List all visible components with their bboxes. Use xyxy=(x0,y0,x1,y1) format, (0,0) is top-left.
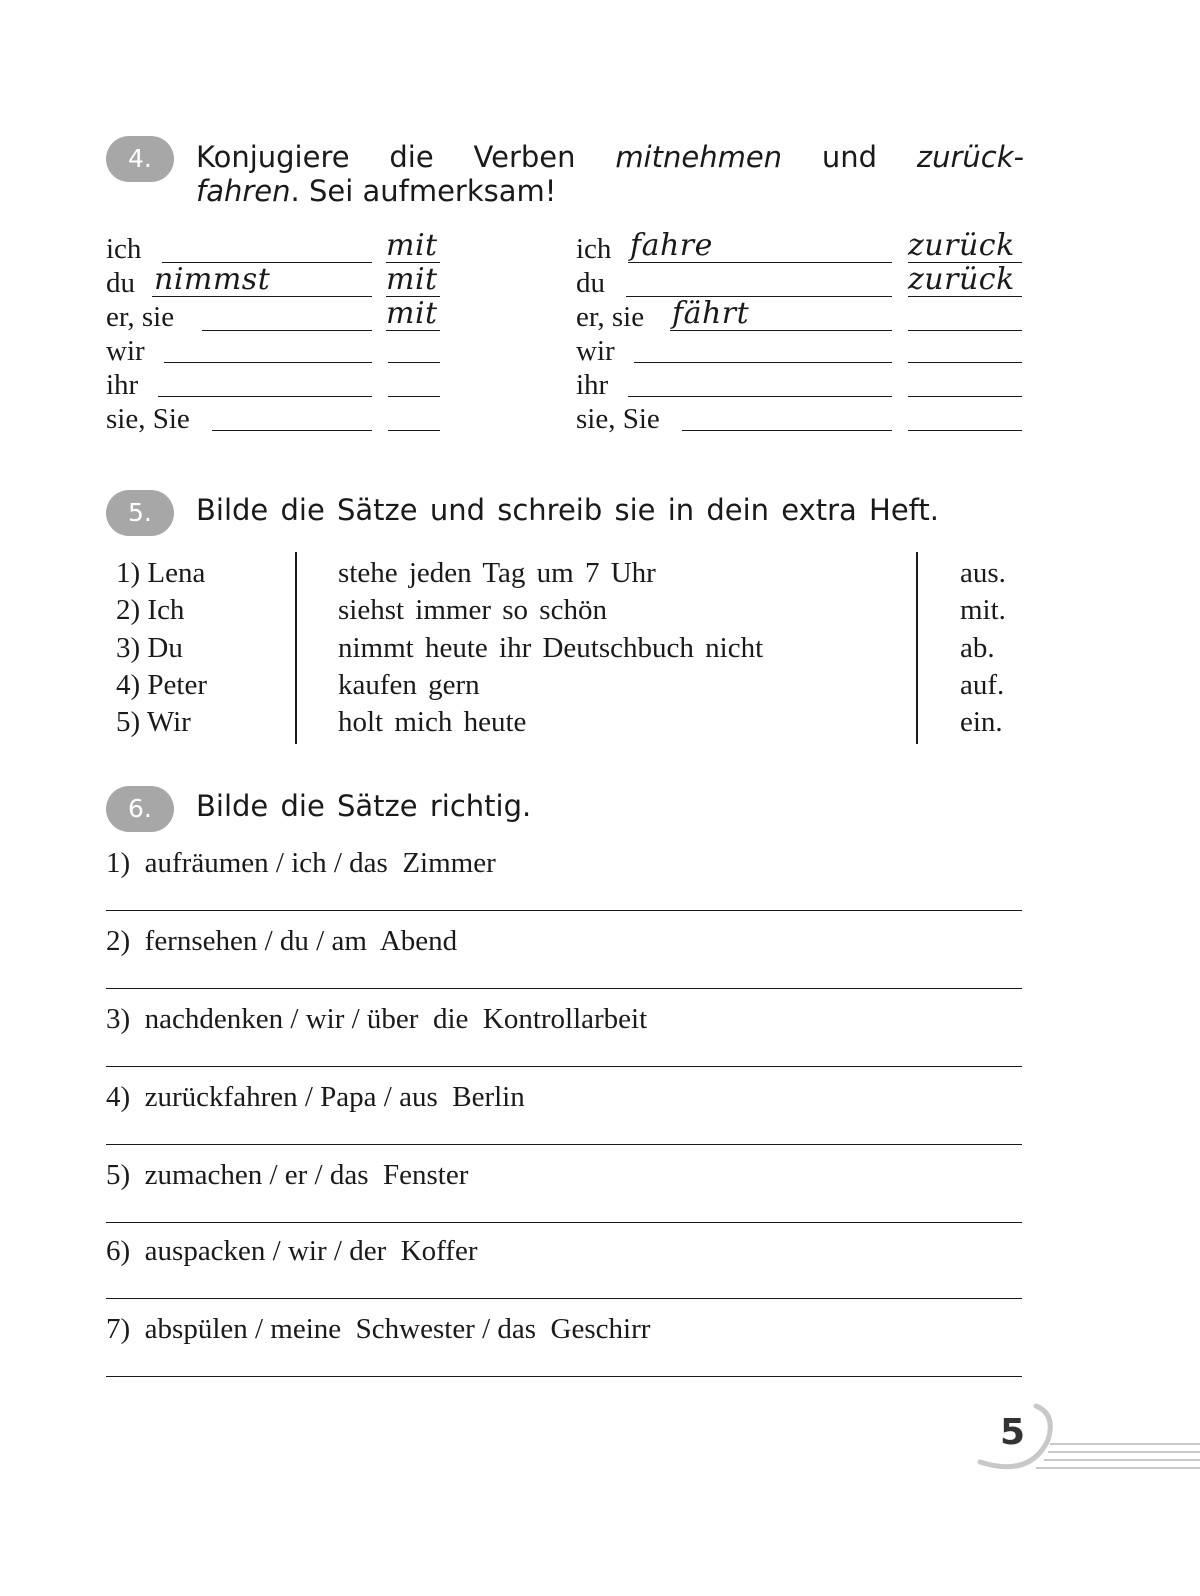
answer-blank[interactable] xyxy=(212,402,372,431)
particle-cell: aus. xyxy=(960,557,1006,589)
particle-cell: mit. xyxy=(960,594,1006,626)
particle-blank[interactable] xyxy=(388,334,440,363)
pronoun-label: sie, Sie xyxy=(106,403,190,435)
answer-blank[interactable] xyxy=(164,334,372,363)
task-number-badge xyxy=(106,786,174,832)
answer-line[interactable] xyxy=(106,1212,1022,1223)
verb-1: mitnehmen xyxy=(615,140,783,174)
exercise-item: 5) zumachen / er / das Fenster xyxy=(106,1159,469,1191)
pronoun-label: er, sie xyxy=(106,301,175,333)
answer-blank[interactable] xyxy=(682,402,892,431)
particle-handwritten: mit xyxy=(386,262,438,297)
pronoun-label: du xyxy=(106,267,135,299)
task-title xyxy=(196,140,1024,208)
title-word: die xyxy=(389,140,434,174)
exercise-item: 4) zurückfahren / Papa / aus Berlin xyxy=(106,1081,525,1113)
particle-cell: auf. xyxy=(960,669,1005,701)
predicate-cell: kaufen gern xyxy=(338,669,480,701)
answer-blank[interactable] xyxy=(152,268,372,297)
title-word: Konjugiere xyxy=(196,140,350,174)
predicate-cell: nimmt heute ihr Deutschbuch nicht xyxy=(338,632,764,664)
answer-blank[interactable] xyxy=(626,268,892,297)
verb-2-start: zurück- xyxy=(916,140,1024,174)
exercise-item: 3) nachdenken / wir / über die Kontrollarbeit xyxy=(106,1003,648,1035)
task-title: Bilde die Sätze richtig. xyxy=(196,789,532,823)
answer-blank[interactable] xyxy=(670,302,892,331)
task-number-badge xyxy=(106,136,174,182)
particle-blank[interactable] xyxy=(908,334,1022,363)
answer-blank[interactable] xyxy=(628,368,892,397)
pronoun-label: wir xyxy=(106,335,145,367)
answer-blank[interactable] xyxy=(162,234,372,263)
particle-blank xyxy=(386,234,440,263)
particle-cell: ein. xyxy=(960,706,1003,738)
pronoun-label: ihr xyxy=(576,369,609,401)
particle-blank[interactable] xyxy=(388,402,440,431)
subject-cell: 2) Ich xyxy=(116,594,185,626)
task-title-line-2 xyxy=(196,174,1024,208)
answer-handwritten: fährt xyxy=(672,296,750,331)
particle-blank xyxy=(908,234,1022,263)
pronoun-label: ich xyxy=(576,233,612,265)
task-number: 4. xyxy=(128,144,152,173)
answer-handwritten: fahre xyxy=(630,228,713,263)
pronoun-label: ich xyxy=(106,233,142,265)
pronoun-label: sie, Sie xyxy=(576,403,660,435)
particle-blank xyxy=(386,268,440,297)
task-number: 5. xyxy=(128,498,152,527)
subject-cell: 1) Lena xyxy=(116,557,206,589)
task-number-badge xyxy=(106,490,174,536)
answer-line[interactable] xyxy=(106,900,1022,911)
page-number: 5 xyxy=(1000,1412,1026,1453)
answer-line[interactable] xyxy=(106,1288,1022,1299)
particle-blank xyxy=(908,268,1022,297)
title-word: und xyxy=(821,140,878,174)
answer-blank[interactable] xyxy=(628,234,892,263)
exercise-item: 6) auspacken / wir / der Koffer xyxy=(106,1235,478,1267)
exercise-item: 1) aufräumen / ich / das Zimmer xyxy=(106,847,496,879)
particle-blank[interactable] xyxy=(388,368,440,397)
predicate-cell: siehst immer so schön xyxy=(338,594,607,626)
answer-line[interactable] xyxy=(106,1134,1022,1145)
particle-blank[interactable] xyxy=(908,402,1022,431)
answer-blank[interactable] xyxy=(202,302,372,331)
task-title: Bilde die Sätze und schreib sie in dein extra Heft. xyxy=(196,493,939,527)
particle-blank[interactable] xyxy=(908,302,1022,331)
task-title-line-1 xyxy=(196,140,1024,174)
column-divider xyxy=(295,552,297,744)
exercise-item: 2) fernsehen / du / am Abend xyxy=(106,925,458,957)
column-divider xyxy=(916,552,918,744)
particle-handwritten: mit xyxy=(386,228,438,263)
title-word: Verben xyxy=(473,140,576,174)
particle-cell: ab. xyxy=(960,632,995,664)
predicate-cell: holt mich heute xyxy=(338,706,527,738)
answer-blank[interactable] xyxy=(158,368,372,397)
answer-line[interactable] xyxy=(106,1056,1022,1067)
task-number: 6. xyxy=(128,794,152,823)
subject-cell: 5) Wir xyxy=(116,706,191,738)
particle-handwritten: zurück xyxy=(908,228,1015,263)
pronoun-label: er, sie xyxy=(576,301,645,333)
exercise-item: 7) abspülen / meine Schwester / das Geschirr xyxy=(106,1313,651,1345)
subject-cell: 3) Du xyxy=(116,632,183,664)
answer-line[interactable] xyxy=(106,1366,1022,1377)
pronoun-label: du xyxy=(576,267,605,299)
particle-blank xyxy=(386,302,440,331)
particle-handwritten: mit xyxy=(386,296,438,331)
title-end: . Sei aufmerksam! xyxy=(290,174,557,208)
verb-2-end: fahren xyxy=(196,174,291,208)
pronoun-label: wir xyxy=(576,335,615,367)
particle-blank[interactable] xyxy=(908,368,1022,397)
subject-cell: 4) Peter xyxy=(116,669,207,701)
pronoun-label: ihr xyxy=(106,369,139,401)
particle-handwritten: zurück xyxy=(908,262,1015,297)
answer-handwritten: nimmst xyxy=(154,262,271,297)
answer-blank[interactable] xyxy=(634,334,892,363)
answer-line[interactable] xyxy=(106,978,1022,989)
predicate-cell: stehe jeden Tag um 7 Uhr xyxy=(338,557,656,589)
